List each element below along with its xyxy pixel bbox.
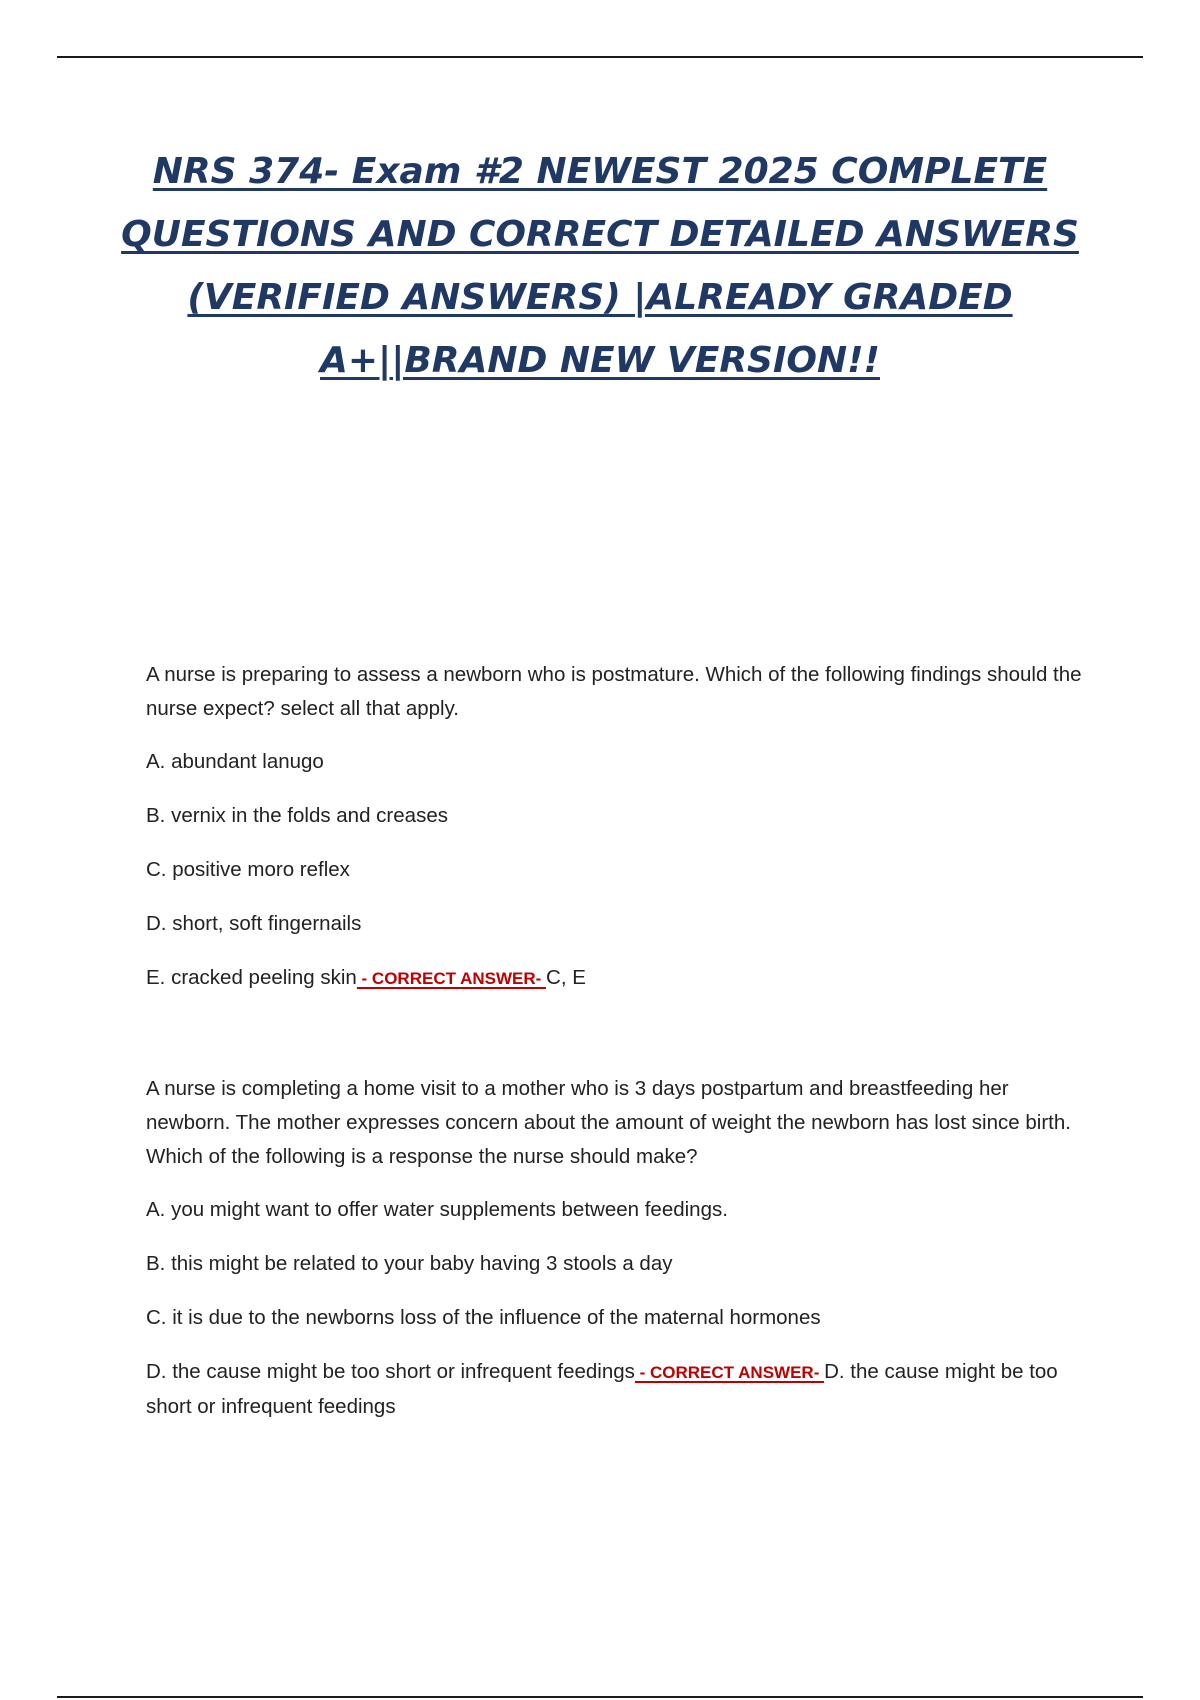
question-2 xyxy=(146,1072,1096,1444)
question-1 xyxy=(146,658,1096,1016)
correct-answer-value: D. the cause might be too short or infrequent feedings xyxy=(146,1360,1058,1418)
title-line-2: QUESTIONS AND CORRECT DETAILED ANSWERS xyxy=(121,214,1079,255)
correct-answer-label: - CORRECT ANSWER- xyxy=(634,1363,825,1382)
bottom-rule xyxy=(57,1696,1143,1698)
title-line-1: NRS 374- Exam #2 NEWEST 2025 COMPLETE xyxy=(152,151,1048,192)
option-a: A. abundant lanugo xyxy=(146,750,324,773)
top-rule xyxy=(57,56,1143,58)
option-d: D. the cause might be too short or infrequent feedings xyxy=(146,1360,635,1383)
question-stem: A nurse is preparing to assess a newborn who is postmature. Which of the following findings should the nurse expect? select all that apply. xyxy=(146,663,1082,720)
option-b: B. vernix in the folds and creases xyxy=(146,804,448,827)
title-line-3: (VERIFIED ANSWERS) |ALREADY GRADED xyxy=(187,277,1013,318)
option-e: E. cracked peeling skin xyxy=(146,966,357,989)
correct-answer-value: C, E xyxy=(546,966,586,989)
correct-answer-label: - CORRECT ANSWER- xyxy=(356,969,547,988)
option-d: D. short, soft fingernails xyxy=(146,912,362,935)
option-e-with-answer xyxy=(146,961,1096,996)
option-a: A. you might want to offer water supplements between feedings. xyxy=(146,1198,728,1221)
option-b: B. this might be related to your baby having 3 stools a day xyxy=(146,1252,673,1275)
question-stem: A nurse is completing a home visit to a mother who is 3 days postpartum and breastfeeding her newborn. The mother expresses concern about the amount of weight the newborn has lost since birth. Which of the following is a response the nurse should make? xyxy=(146,1077,1071,1168)
title-line-4: A+||BRAND NEW VERSION!! xyxy=(320,340,880,381)
option-c: C. it is due to the newborns loss of the influence of the maternal hormones xyxy=(146,1306,821,1329)
option-c: C. positive moro reflex xyxy=(146,858,350,881)
option-d-with-answer xyxy=(146,1355,1096,1424)
document-title xyxy=(100,140,1100,392)
